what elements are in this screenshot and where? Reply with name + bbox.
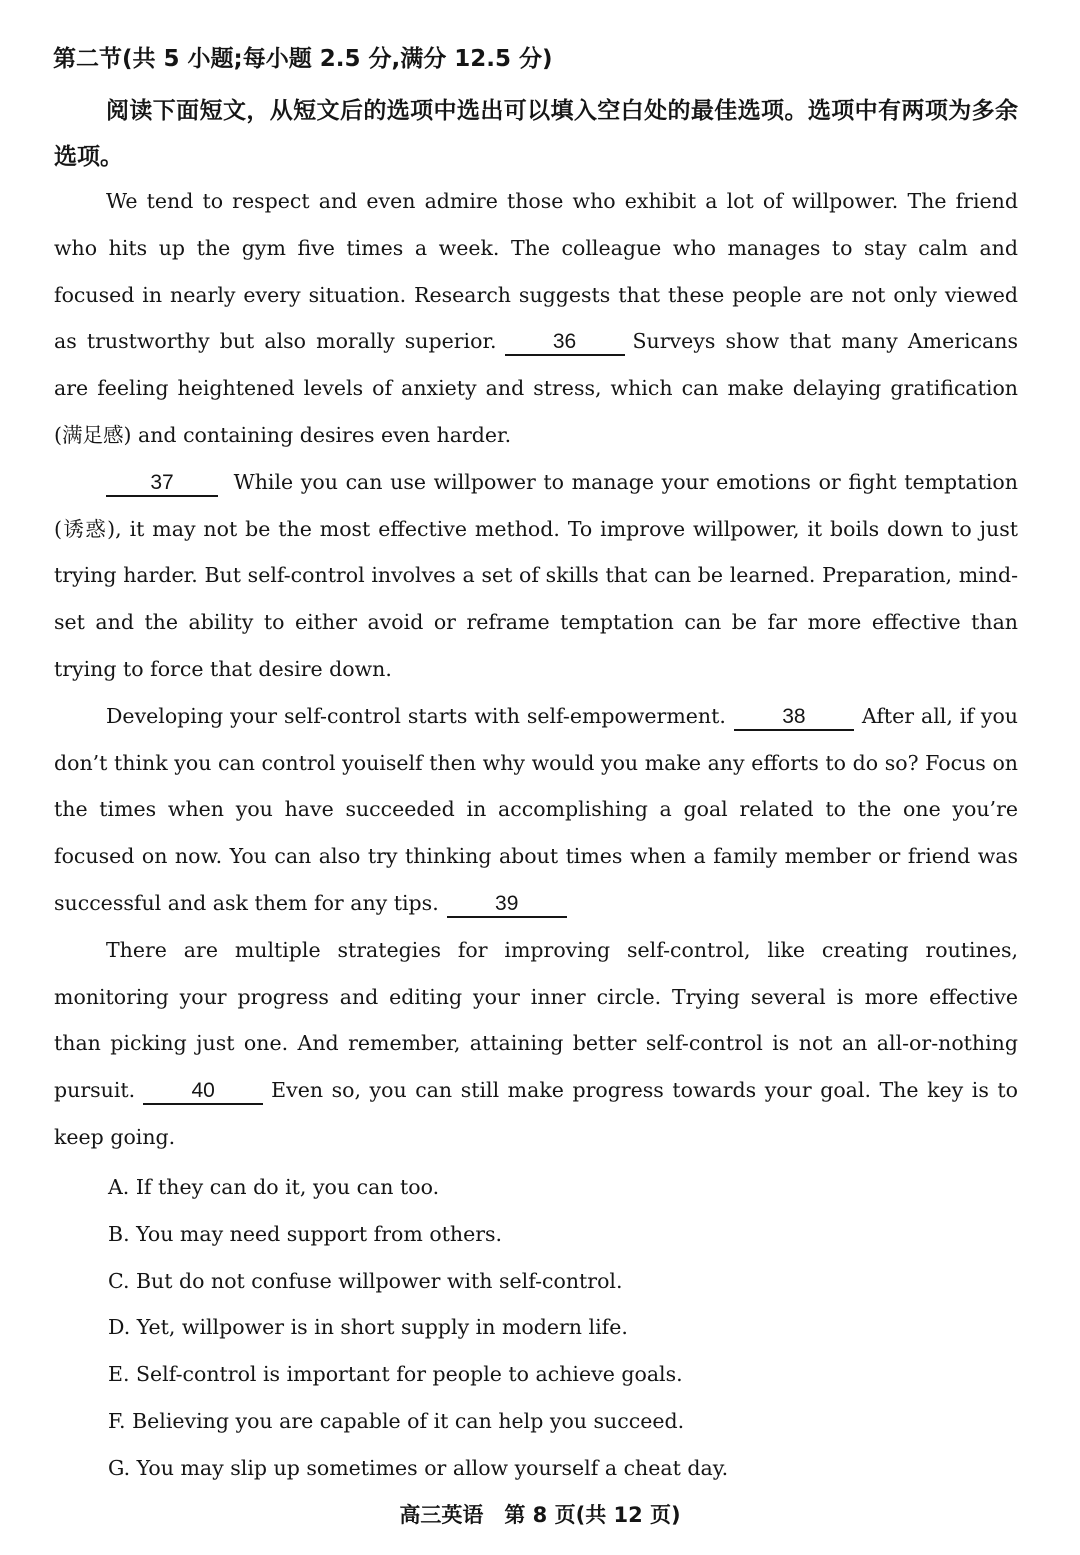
option-a: A. If they can do it, you can too.: [108, 1175, 440, 1199]
passage-paragraph-1: [54, 178, 1018, 459]
blank-40: 40: [143, 1079, 263, 1105]
page-footer: 高三英语 第 8 页(共 12 页): [399, 1503, 681, 1527]
blank-37: 37: [106, 471, 218, 497]
passage-paragraph-2: [54, 459, 1018, 693]
paragraph-3-text-a: Developing your self-control starts with self-empowerment.: [106, 703, 726, 728]
blank-38: 38: [734, 705, 854, 731]
paragraph-2-text: While you can use willpower to manage your emotions or fight temptation (诱惑), it may not be the most effective method. To improve willpower, it boils down to just trying harder. But self-control involves a set of skills that can be learned. Preparation, mind-set and the ability to either avoid or reframe temptation can be far more effective than trying to force that desire down.: [54, 469, 1018, 681]
passage-paragraph-3: [54, 693, 1018, 927]
passage: [54, 178, 1018, 1161]
paragraph-4-text-a: There are multiple strategies for improving self-control, like creating routines, monitoring your progress and editing your inner circle. Trying several is more effective than picking just one. And remember, attaining better self-control is not an all-or-nothing pursuit.: [54, 937, 1018, 1103]
blank-36: 36: [505, 330, 625, 356]
paragraph-4-text-b: Even so, you can still make progress towards your goal. The key is to keep going.: [54, 1078, 1018, 1149]
option-g: G. You may slip up sometimes or allow yourself a cheat day.: [108, 1455, 729, 1480]
paragraph-1-text-a: We tend to respect and even admire those who exhibit a lot of willpower. The friend who hits up the gym five times a week. The colleague who manages to stay calm and focused in nearly every situation. Research suggests that these people are not only viewed as trustworthy but also morally superior.: [54, 189, 1018, 354]
option-f: F. Believing you are capable of it can help you succeed.: [108, 1408, 685, 1433]
option-c: C. But do not confuse willpower with self-control.: [108, 1268, 623, 1293]
instructions: 阅读下面短文，从短文后的选项中选出可以填入空白处的最佳选项。选项中有两项为多余选项。: [54, 98, 1018, 170]
paragraph-3-text-b: After all, if you don’t think you can control youiself then why would you make any efforts to do so? Focus on the times when you have succeeded in accomplishing a goal related to the one you’re focused on now. You can also try thinking about times when a family member or friend was successful and ask them for any tips.: [54, 703, 1019, 915]
paragraph-1-text-b: Surveys show that many Americans are feeling heightened levels of anxiety and stress, which can make delaying gratification (满足感) and containing desires even harder.: [54, 329, 1018, 447]
section-title: 第二节(共 5 小题;每小题 2.5 分,满分 12.5 分): [53, 46, 553, 72]
blank-39: 39: [447, 892, 567, 918]
option-d: D. Yet, willpower is in short supply in modern life.: [108, 1315, 628, 1340]
answer-options: [108, 1164, 1008, 1492]
option-b: B. You may need support from others.: [108, 1221, 503, 1246]
option-e: E. Self-control is important for people to achieve goals.: [108, 1362, 683, 1387]
passage-paragraph-4: [54, 927, 1018, 1161]
